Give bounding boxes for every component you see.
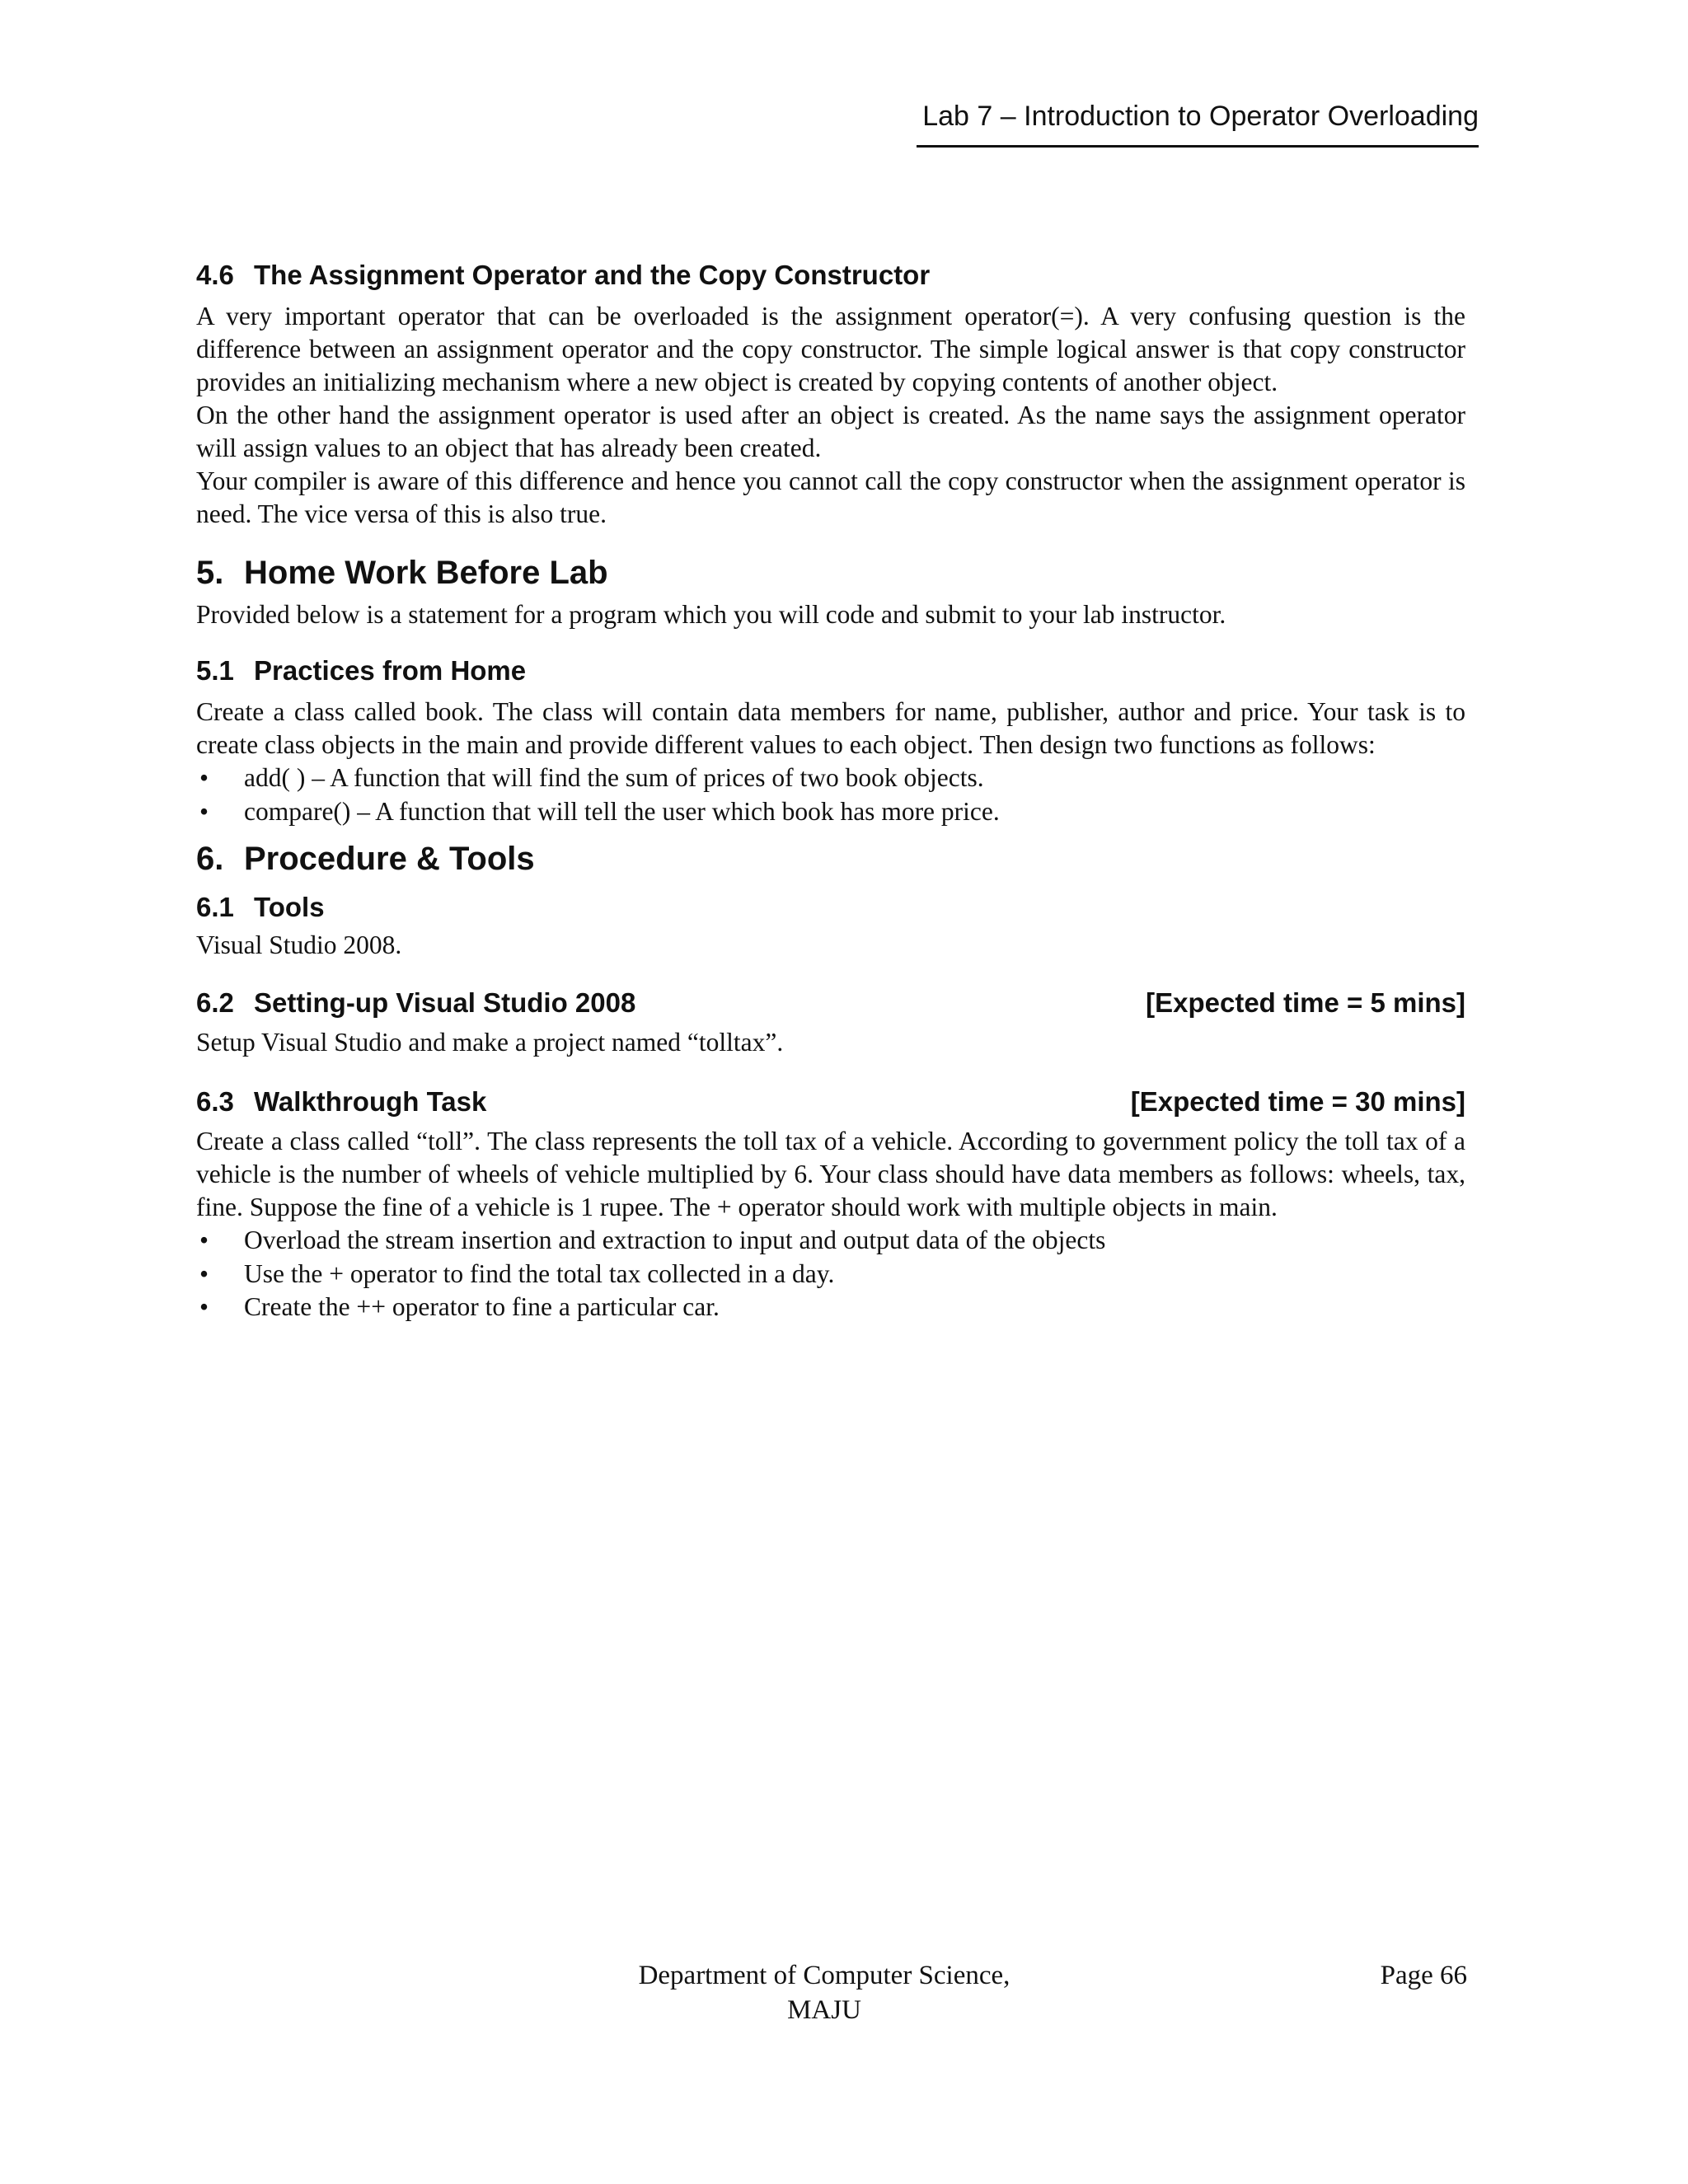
section-5-paragraph: Provided below is a statement for a program which you will code and submit to your lab instructor. [196, 600, 1226, 629]
section-title: Procedure & Tools [244, 841, 535, 877]
section-heading-6-1 [196, 889, 1465, 926]
section-number: 6.1 [196, 892, 234, 922]
list-item [196, 1291, 1465, 1324]
expected-time-label: [Expected time = 30 mins] [1130, 1086, 1465, 1117]
section-6-3-paragraph: Create a class called “toll”. The class represents the toll tax of a vehicle. According to government policy the toll tax of a vehicle is the number of wheels of vehicle multiplied by 6. Your class should have data members as follows: wheels, tax, fine. Suppose the fine of a vehicle is 1 rupee. The + operator should work with multiple objects in main. [196, 1127, 1465, 1221]
section-heading-6 [196, 837, 1465, 881]
footer-department [626, 1958, 1022, 2027]
list-item-text: compare() – A function that will tell the user which book has more price. [244, 796, 1000, 826]
section-6-3-bullet-list [196, 1224, 1465, 1324]
section-heading-5-1 [196, 653, 1465, 689]
section-title: Practices from Home [254, 655, 527, 686]
bullet-icon: • [199, 1226, 209, 1254]
section-number: 5.1 [196, 655, 234, 686]
section-heading-4-6 [196, 257, 1465, 293]
section-number: 6.3 [196, 1086, 234, 1117]
section-heading-6-2 [196, 985, 1465, 1021]
section-heading-6-3 [196, 1084, 1465, 1120]
section-number: 6. [196, 841, 224, 877]
list-item [196, 762, 1465, 795]
list-item [196, 795, 1465, 829]
bullet-icon: • [199, 763, 209, 792]
section-4-6-paragraph-1: A very important operator that can be overloaded is the assignment operator(=). A very confusing question is the difference between an assignment operator and the copy constructor. The simple logical answer is that copy constructor provides an initializing mechanism where a new object is created by copying contents of another object. [196, 302, 1465, 396]
section-number: 6.2 [196, 987, 234, 1018]
section-title: Home Work Before Lab [244, 555, 608, 591]
section-title: Tools [254, 892, 325, 922]
section-title: Walkthrough Task [254, 1086, 487, 1117]
footer-department-line-1: Department of Computer Science, [638, 1961, 1010, 1990]
section-title: Setting-up Visual Studio 2008 [254, 987, 636, 1018]
section-4-6-paragraph-3: Your compiler is aware of this difference and hence you cannot call the copy constructor when the assignment operator is need. The vice versa of this is also true. [196, 466, 1465, 528]
running-header: Lab 7 – Introduction to Operator Overloading [917, 97, 1479, 148]
list-item-text: Create the ++ operator to fine a particular car. [244, 1292, 720, 1321]
list-item-text: Use the + operator to find the total tax collected in a day. [244, 1258, 835, 1288]
bullet-icon: • [199, 1292, 209, 1321]
list-item-text: Overload the stream insertion and extraction to input and output data of the objects [244, 1226, 1106, 1254]
section-5-1-bullet-list [196, 762, 1465, 828]
footer-department-line-2: MAJU [787, 1995, 861, 2025]
section-4-6-paragraph-2: On the other hand the assignment operator is used after an object is created. As the name says the assignment operator will assign values to an object that has already been created. [196, 401, 1465, 462]
list-item [196, 1224, 1465, 1258]
page-content [196, 257, 1465, 1324]
section-5-1-paragraph: Create a class called book. The class will contain data members for name, publisher, author and price. Your task is to create class objects in the main and provide different values to each object. Then design two functions as follows: [196, 697, 1465, 759]
expected-time-label: [Expected time = 5 mins] [1146, 987, 1465, 1018]
section-number: 4.6 [196, 260, 234, 290]
section-heading-5 [196, 551, 1465, 595]
page-number: Page 66 [1380, 1961, 1467, 1990]
bullet-icon: • [199, 796, 209, 826]
section-title: The Assignment Operator and the Copy Constructor [254, 260, 931, 290]
list-item [196, 1258, 1465, 1291]
list-item-text: add( ) – A function that will find the sum of prices of two book objects. [244, 763, 984, 792]
bullet-icon: • [199, 1258, 209, 1288]
section-number: 5. [196, 555, 224, 591]
section-6-1-paragraph: Visual Studio 2008. [196, 930, 402, 959]
section-6-2-paragraph: Setup Visual Studio and make a project named “tolltax”. [196, 1028, 784, 1057]
